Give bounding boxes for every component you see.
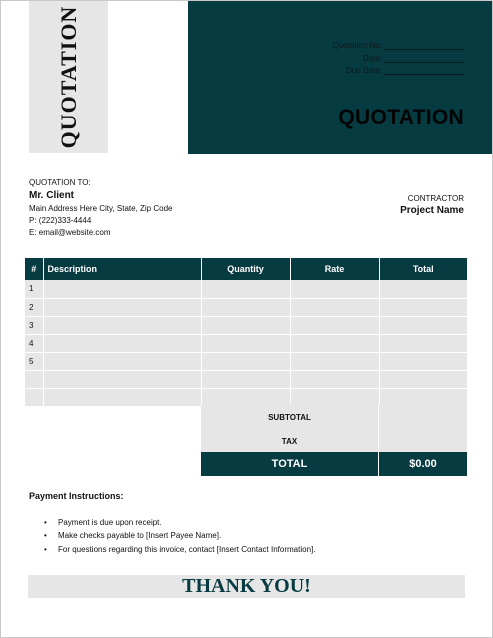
list-item: • For questions regarding this invoice, contact [Insert Contact Information].	[44, 543, 315, 556]
contractor-label: CONTRACTOR	[407, 194, 464, 203]
contractor-block	[400, 194, 464, 216]
client-email: E: email@website.com	[29, 228, 111, 237]
col-header-rate: Rate	[290, 258, 379, 280]
row-number: 2	[25, 298, 43, 316]
rate-cell[interactable]	[290, 280, 379, 298]
client-phone: P: (222)333-4444	[29, 216, 92, 225]
total-cell[interactable]	[379, 370, 467, 388]
table-header-row	[25, 258, 467, 280]
quantity-cell[interactable]	[201, 334, 290, 352]
date-label: Date:	[362, 54, 382, 63]
quotation-to-label: QUOTATION TO:	[29, 178, 91, 187]
list-item: • Make checks payable to [Insert Payee Name].	[44, 529, 315, 542]
table-row	[25, 280, 467, 298]
rate-cell[interactable]	[290, 334, 379, 352]
items-table	[25, 258, 467, 407]
subtotal-value[interactable]	[379, 405, 467, 429]
total-cell[interactable]	[379, 352, 467, 370]
side-title: QUOTATION	[55, 5, 81, 149]
rate-cell[interactable]	[290, 316, 379, 334]
quantity-cell[interactable]	[201, 280, 290, 298]
payment-instructions-list	[44, 516, 315, 556]
date-row	[363, 54, 464, 63]
quantity-cell[interactable]	[201, 298, 290, 316]
quotation-no-label: Quotation No:	[332, 41, 382, 50]
project-name: Project Name	[400, 205, 464, 216]
total-cell[interactable]	[379, 388, 467, 406]
tax-value[interactable]	[379, 429, 467, 453]
description-cell[interactable]	[43, 280, 201, 298]
side-banner	[29, 1, 108, 153]
subtotal-row	[201, 405, 467, 429]
total-value: $0.00	[379, 452, 467, 476]
rate-cell[interactable]	[290, 370, 379, 388]
quantity-cell[interactable]	[201, 388, 290, 406]
client-address: Main Address Here City, State, Zip Code	[29, 204, 173, 213]
header-title: QUOTATION	[338, 106, 464, 129]
thank-you-text: THANK YOU!	[182, 575, 311, 597]
row-number: 1	[25, 280, 43, 298]
table-row	[25, 352, 467, 370]
col-header-total: Total	[379, 258, 467, 280]
quantity-cell[interactable]	[201, 352, 290, 370]
row-number	[25, 388, 43, 406]
quotation-no-row	[333, 41, 464, 50]
row-number: 3	[25, 316, 43, 334]
col-header-description: Description	[43, 258, 201, 280]
col-header-number: #	[25, 258, 43, 280]
total-row	[201, 452, 467, 476]
rate-cell[interactable]	[290, 352, 379, 370]
tax-label: TAX	[201, 429, 379, 453]
table-row	[25, 370, 467, 388]
payment-instructions-title: Payment Instructions:	[29, 491, 124, 501]
description-cell[interactable]	[43, 298, 201, 316]
due-date-row	[346, 66, 464, 75]
rate-cell[interactable]	[290, 388, 379, 406]
description-cell[interactable]	[43, 316, 201, 334]
total-cell[interactable]	[379, 334, 467, 352]
quantity-cell[interactable]	[201, 316, 290, 334]
total-cell[interactable]	[379, 298, 467, 316]
description-cell[interactable]	[43, 352, 201, 370]
description-cell[interactable]	[43, 370, 201, 388]
due-date-field[interactable]	[384, 66, 464, 75]
total-cell[interactable]	[379, 280, 467, 298]
total-label: TOTAL	[201, 452, 379, 476]
description-cell[interactable]	[43, 388, 201, 406]
table-row	[25, 316, 467, 334]
date-field[interactable]	[384, 54, 464, 63]
col-header-quantity: Quantity	[201, 258, 290, 280]
tax-row	[201, 429, 467, 453]
table-row	[25, 334, 467, 352]
row-number: 4	[25, 334, 43, 352]
rate-cell[interactable]	[290, 298, 379, 316]
subtotal-label: SUBTOTAL	[201, 405, 379, 429]
row-number	[25, 370, 43, 388]
client-name: Mr. Client	[29, 190, 75, 201]
quotation-no-field[interactable]	[384, 41, 464, 50]
header-block	[188, 1, 492, 154]
description-cell[interactable]	[43, 334, 201, 352]
total-cell[interactable]	[379, 316, 467, 334]
due-date-label: Due Date:	[345, 66, 382, 75]
quotation-to-block	[29, 177, 172, 239]
list-item: • Payment is due upon receipt.	[44, 516, 315, 529]
row-number: 5	[25, 352, 43, 370]
table-row	[25, 388, 467, 406]
thank-you-banner	[28, 575, 465, 598]
table-row	[25, 298, 467, 316]
quantity-cell[interactable]	[201, 370, 290, 388]
